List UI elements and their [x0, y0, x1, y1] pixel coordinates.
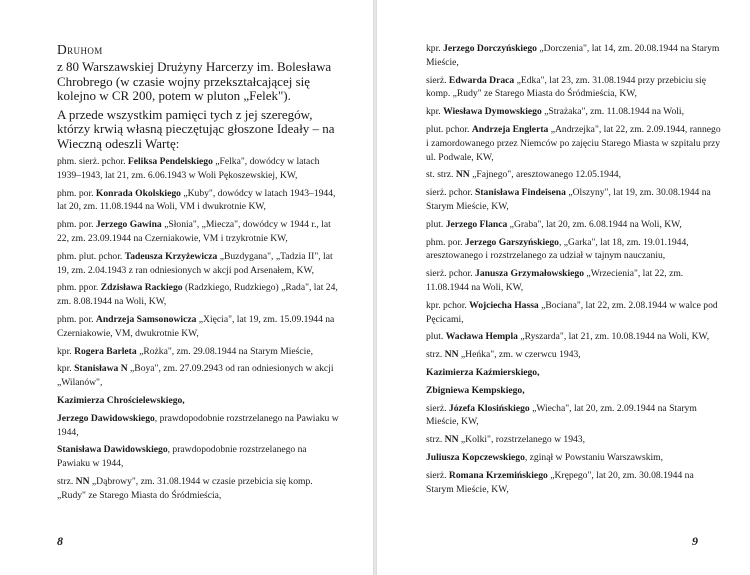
- entry-rank: kpr.: [426, 106, 444, 118]
- right-page: [377, 0, 750, 575]
- entry-name: Wiesława Dymowskiego: [443, 106, 542, 118]
- memorial-entry: [426, 168, 722, 182]
- entry-rank: kpr.: [57, 345, 75, 357]
- memorial-entry: [57, 187, 342, 215]
- entry-rank: sierż.: [426, 402, 449, 414]
- entry-details: , „Garka", lat 18, zm. 19.01.1944, aresztowanego i rozstrzelanego za udział w tajnym nauczaniu,: [426, 236, 689, 262]
- entry-details: „Buzdygana", „Tadzia II", lat 19, zm. 2.04.1943 z ran odniesionych w akcji pod Arsenałem, KW,: [57, 250, 333, 276]
- entry-rank: phm. por.: [426, 236, 465, 248]
- left-entry-list: [57, 155, 342, 503]
- entry-rank: sierż.: [426, 469, 449, 481]
- entry-name: Romana Krzemińskiego: [448, 469, 548, 481]
- memorial-entry: [426, 451, 722, 465]
- entry-details: „Felka", dowódcy w latach 1939–1943, lat 21, zm. 6.06.1943 w Woli Pękoszewskiej, KW,: [57, 156, 320, 181]
- entry-name: Edwarda Draca: [448, 74, 515, 86]
- entry-details: „Andrzejka", lat 22, zm. 2.09.1944, rannego i zamordowanego przez Niemców po zajęciu Starego Miasta w szpitalu przy ul. Podwale, KW,: [426, 123, 721, 163]
- entry-details: „Słonia", „Miecza", dowódcy w 1944 r., lat 22, zm. 23.09.1944 na Czerniakowie, VM i trzykrotnie KW,: [57, 219, 331, 244]
- entry-details: „Kuby", dowódcy w latach 1943–1944, lat 20, zm. 11.08.1944 na Woli, VM i dwukrotnie KW,: [57, 187, 336, 213]
- entry-details: „Dąbrowy", zm. 31.08.1944 w czasie przebicia się komp. „Rudy" ze Starego Miasta do Śródmieścia,: [57, 475, 313, 501]
- memorial-entry: [426, 74, 722, 102]
- entry-rank: kpr.: [57, 363, 75, 375]
- entry-name: NN: [444, 434, 459, 446]
- entry-name: Stanisława Findeisena: [475, 187, 566, 199]
- entry-rank: phm. plut. pchor.: [57, 250, 125, 262]
- entry-name: Wacława Hempla: [445, 331, 518, 343]
- entry-details: (Radzkiego, Rudzkiego) „Rada", lat 24, zm. 8.08.1944 na Woli, KW,: [57, 282, 338, 308]
- entry-details: „Fajnego", aresztowanego 12.05.1944,: [469, 169, 621, 181]
- memorial-entry: [426, 123, 722, 164]
- entry-name: NN: [444, 349, 459, 361]
- entry-rank: phm. por.: [57, 187, 96, 199]
- entry-name: Kazimierza Kaźmierskiego,: [426, 366, 540, 378]
- entry-details: „Dorczenia", lat 14, zm. 20.08.1944 na Starym Mieście,: [426, 43, 720, 68]
- memorial-entry: [426, 299, 722, 327]
- entry-name: Józefa Klosińskiego: [448, 402, 530, 414]
- entry-name: NN: [455, 169, 470, 181]
- entry-name: Jerzego Dawidowskiego: [57, 412, 155, 424]
- entry-rank: st. strz.: [426, 169, 456, 181]
- memorial-entry: [426, 218, 722, 232]
- entry-details: „Olszyny", lat 19, zm. 30.08.1944 na Starym Mieście, KW,: [426, 187, 711, 212]
- entry-details: , prawdopodobnie rozstrzelanego na Pawiaku w 1944,: [57, 412, 339, 438]
- right-column: [426, 42, 722, 500]
- entry-details: „Heńka", zm. w czerwcu 1943,: [458, 349, 581, 361]
- entry-name: Jerzego Gawina: [95, 219, 162, 231]
- memorial-entry: [426, 42, 722, 70]
- entry-name: Zdzisława Rackiego: [100, 282, 183, 294]
- entry-name: Andrzeja Samsonowicza: [95, 313, 197, 325]
- dedication-memory-text: A przede wszystkim pamięci tych z jej szeregów, którzy krwią własną pieczętując głoszone Ideały – na Wieczną odeszli Wartę:: [57, 106, 335, 151]
- entry-rank: kpr. pchor.: [426, 299, 470, 311]
- entry-details: „Strażaka", zm. 11.08.1944 na Woli,: [541, 106, 684, 118]
- entry-details: „Graba", lat 20, zm. 6.08.1944 na Woli, KW,: [507, 218, 682, 230]
- memorial-entry: [426, 469, 722, 497]
- memorial-entry: [57, 218, 342, 246]
- entry-name: Stanisława Dawidowskiego: [57, 444, 168, 456]
- memorial-entry: [426, 267, 722, 295]
- entry-name: Juliusza Kopczewskiego: [426, 451, 525, 463]
- entry-rank: plut.: [426, 331, 446, 343]
- memorial-entry: [57, 475, 342, 503]
- memorial-entry: [57, 313, 342, 341]
- entry-rank: plut. pchor.: [426, 123, 472, 135]
- memorial-entry: [57, 281, 342, 309]
- entry-rank: phm. ppor.: [57, 282, 101, 294]
- entry-details: „Wiecha", lat 20, zm. 2.09.1944 na Starym Mieście, KW,: [426, 402, 697, 428]
- memorial-entry: [57, 394, 342, 408]
- entry-rank: strz.: [57, 475, 76, 487]
- entry-details: „Edka", lat 23, zm. 31.08.1944 przy przebiciu się komp. „Rudy" ze Starego Miasta do Śródmieścia, KW,: [426, 74, 706, 100]
- entry-name: Konrada Okolskiego: [95, 187, 181, 199]
- entry-rank: sierż. pchor.: [426, 187, 476, 199]
- entry-details: , zginął w Powstaniu Warszawskim,: [524, 451, 664, 463]
- entry-rank: sierż.: [426, 74, 449, 86]
- entry-name: Jerzego Dorczyńskiego: [443, 43, 537, 54]
- entry-name: Andrzeja Englerta: [471, 123, 549, 135]
- entry-name: Kazimierza Chrościelewskiego,: [57, 394, 185, 406]
- entry-details: „Wrzecienia", lat 22, zm. 11.08.1944 na Woli, KW,: [426, 268, 684, 293]
- memorial-entry: [57, 362, 342, 390]
- entry-details: „Bociana", lat 22, zm. 2.08.1944 w walce pod Pęcicami,: [426, 299, 718, 325]
- entry-name: Jerzego Flanca: [445, 218, 508, 230]
- memorial-entry: [426, 348, 722, 362]
- memorial-entry: [426, 402, 722, 430]
- right-entry-list: [426, 42, 722, 496]
- entry-details: „Rożka", zm. 29.08.1944 na Starym Mieście,: [136, 345, 313, 357]
- entry-name: Janusza Grzymałowskiego: [475, 268, 585, 280]
- entry-name: Jerzego Garszyńskiego: [464, 236, 559, 248]
- memorial-entry: [57, 345, 342, 359]
- entry-rank: phm. por.: [57, 219, 96, 231]
- entry-name: Zbigniewa Kempskiego,: [426, 384, 525, 396]
- entry-rank: phm. por.: [57, 313, 96, 325]
- entry-rank: phm. sierż. pchor.: [57, 156, 128, 167]
- entry-details: „Boya", zm. 27.09.2943 od ran odniesionych w akcji „Wilanów",: [57, 363, 334, 389]
- memorial-entry: [426, 366, 722, 380]
- entry-rank: sierż. pchor.: [426, 268, 476, 280]
- page-number-right: 9: [692, 534, 698, 548]
- entry-details: „Krępego", lat 20, zm. 30.08.1944 na Starym Mieście, KW,: [426, 469, 694, 495]
- memorial-entry: [426, 236, 722, 264]
- memorial-entry: [426, 330, 722, 344]
- memorial-entry: [57, 443, 342, 471]
- entry-details: „Xięcia", lat 19, zm. 15.09.1944 na Czerniakowie, VM, dwukrotnie KW,: [57, 313, 335, 339]
- dedication-intro: z 80 Warszawskiej Drużyny Harcerzy im. Bolesława Chrobrego (w czasie wojny przekształcającej się kolejno w CR 200, potem w pluton „Felek").: [57, 59, 332, 103]
- left-column: [57, 42, 342, 507]
- entry-details: „Ryszarda", lat 21, zm. 10.08.1944 na Woli, KW,: [517, 331, 710, 343]
- entry-name: Tadeusza Krzyżewicza: [124, 250, 218, 262]
- entry-details: „Kolki", rozstrzelanego w 1943,: [458, 434, 585, 446]
- dedication-heading: Druhom: [57, 42, 103, 57]
- entry-rank: strz.: [426, 349, 445, 361]
- left-page: [0, 0, 373, 575]
- memorial-entry: [426, 186, 722, 214]
- memorial-entry: [426, 105, 722, 119]
- entry-name: NN: [75, 475, 90, 487]
- entry-rank: strz.: [426, 434, 445, 446]
- entry-rank: plut.: [426, 218, 446, 230]
- memorial-entry: [426, 433, 722, 447]
- memorial-entry: [57, 155, 342, 183]
- page-number-left: 8: [57, 534, 63, 548]
- entry-name: Feliksa Pendelskiego: [127, 156, 213, 167]
- memorial-entry: [57, 250, 342, 278]
- memorial-entry: [426, 384, 722, 398]
- entry-details: , prawdopodobnie rozstrzelanego na Pawiaku w 1944,: [57, 444, 307, 470]
- entry-rank: kpr.: [426, 43, 444, 54]
- entry-name: Rogera Barleta: [74, 345, 137, 357]
- memorial-entry: [57, 412, 342, 440]
- entry-name: Stanisława N: [74, 363, 128, 375]
- entry-name: Wojciecha Hassa: [469, 299, 539, 311]
